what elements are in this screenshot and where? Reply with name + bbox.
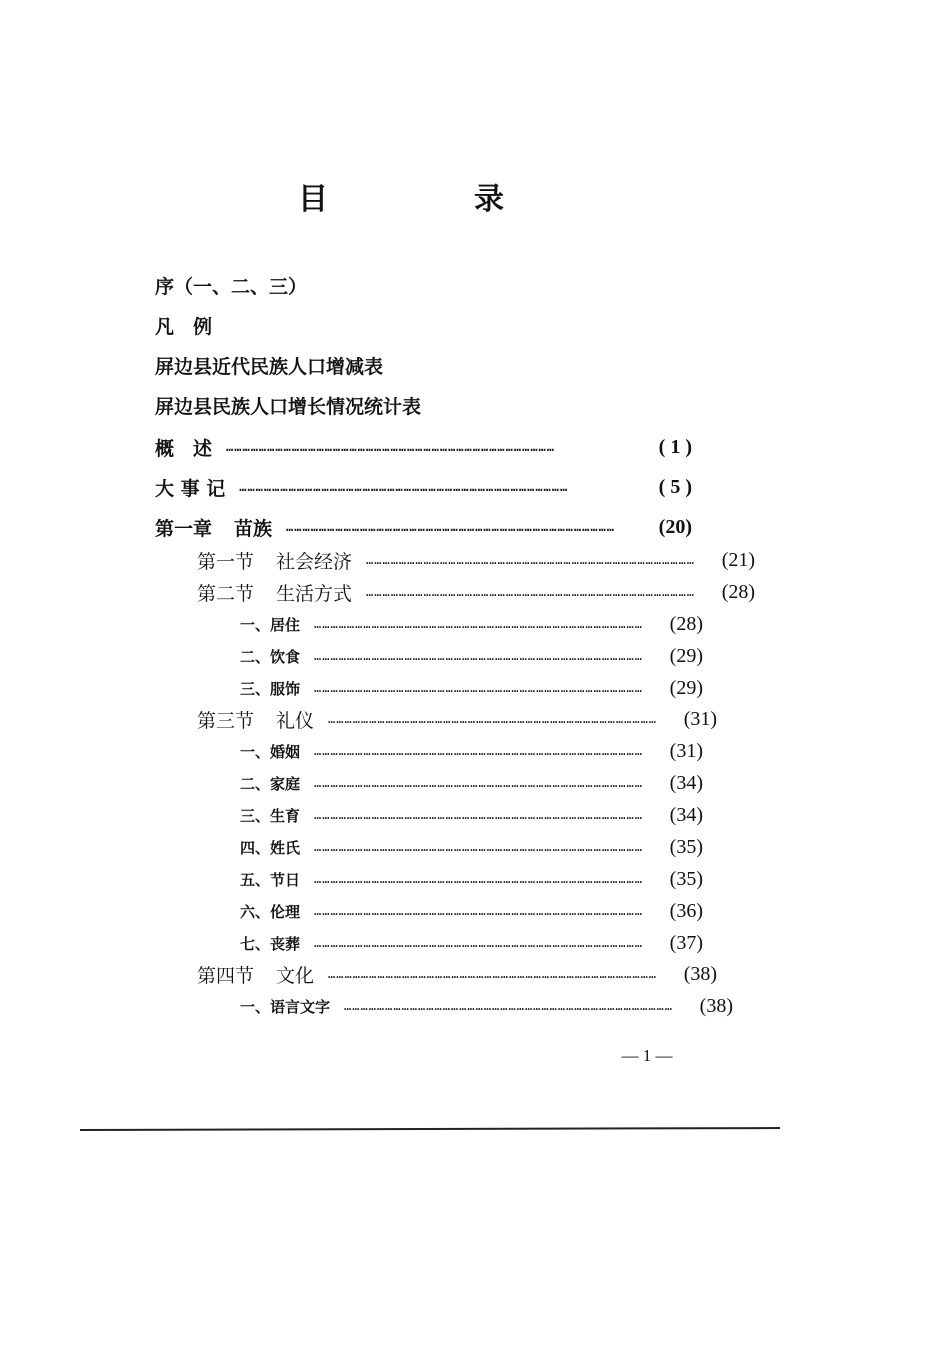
- dot-leader: …………………………………………………………………………………………………………: [366, 553, 696, 567]
- dot-leader: …………………………………………………………………………………………………………: [314, 936, 643, 950]
- dot-leader: …………………………………………………………………………………………………………: [286, 520, 616, 534]
- dot-leader: …………………………………………………………………………………………………………: [314, 776, 643, 790]
- chapter-number: 第一章: [155, 517, 213, 540]
- toc-subsection-marriage[interactable]: [240, 735, 703, 767]
- toc-page-number: (31): [683, 707, 718, 730]
- dot-leader: …………………………………………………………………………………………………………: [314, 681, 643, 695]
- toc-subsection-festivals[interactable]: [240, 863, 703, 895]
- toc-subsection-clothing[interactable]: [240, 672, 703, 704]
- toc-subsection-language[interactable]: [240, 990, 733, 1022]
- toc-page-number: (34): [669, 803, 703, 826]
- toc-page-number: (31): [669, 739, 703, 762]
- toc-entry-label: 大 事 记: [155, 477, 226, 500]
- toc-section-3[interactable]: [197, 703, 718, 735]
- toc-page-number: (29): [669, 644, 703, 667]
- chapter-title: 苗族: [234, 517, 273, 540]
- toc-page-number: (28): [669, 612, 703, 635]
- section-title: 社会经济: [276, 550, 353, 573]
- section-number: 第一节: [197, 550, 255, 573]
- toc-entry-label: 三、生育: [240, 806, 301, 825]
- dot-leader: …………………………………………………………………………………………………………: [239, 480, 569, 494]
- toc-page-number: ( 5 ): [658, 475, 692, 498]
- dot-leader: …………………………………………………………………………………………………………: [314, 744, 643, 758]
- toc-entry-overview[interactable]: [155, 431, 692, 463]
- dot-leader: …………………………………………………………………………………………………………: [314, 904, 643, 918]
- toc-chapter-1[interactable]: [155, 511, 692, 543]
- toc-population-change-table[interactable]: 屏边县近代民族人口增减表: [155, 356, 384, 378]
- dot-leader: …………………………………………………………………………………………………………: [314, 840, 643, 854]
- section-number: 第三节: [197, 709, 255, 732]
- toc-entry-label: 四、姓氏: [240, 838, 301, 857]
- toc-page-number: (35): [669, 835, 703, 858]
- toc-entry-label: 二、家庭: [240, 774, 301, 793]
- toc-entry-label: 三、服饰: [240, 679, 301, 698]
- dot-leader: …………………………………………………………………………………………………………: [344, 999, 673, 1013]
- dot-leader: …………………………………………………………………………………………………………: [314, 808, 643, 822]
- toc-entry-label: 一、语言文字: [240, 997, 331, 1016]
- toc-entry-chronicle[interactable]: [155, 471, 692, 503]
- section-number: 第二节: [197, 582, 255, 605]
- toc-section-2[interactable]: [197, 576, 756, 608]
- toc-guidelines[interactable]: 凡 例: [155, 316, 213, 338]
- toc-page-number: (20): [658, 515, 692, 538]
- toc-population-growth-table[interactable]: 屏边县民族人口增长情况统计表: [155, 396, 422, 418]
- dot-leader: …………………………………………………………………………………………………………: [314, 617, 643, 631]
- page-number: — 1 —: [621, 1046, 673, 1065]
- dot-leader: …………………………………………………………………………………………………………: [314, 872, 643, 886]
- section-title: 礼仪: [276, 709, 315, 732]
- toc-page-number: (21): [721, 548, 756, 571]
- toc-page-number: (37): [669, 931, 703, 954]
- toc-page-number: (36): [669, 899, 703, 922]
- toc-preface[interactable]: 序（一、二、三）: [155, 276, 308, 298]
- toc-subsection-family[interactable]: [240, 767, 703, 799]
- page-title: 目 录: [298, 182, 562, 217]
- toc-subsection-ethics[interactable]: [240, 895, 703, 927]
- toc-entry-label: 概 述: [155, 437, 213, 460]
- toc-entry-label: 二、饮食: [240, 647, 301, 666]
- bottom-rule: [80, 1127, 780, 1131]
- toc-page-number: (29): [669, 676, 703, 699]
- section-number: 第四节: [197, 964, 255, 987]
- dot-leader: …………………………………………………………………………………………………………: [328, 967, 658, 981]
- toc-entry-label: 六、伦理: [240, 902, 301, 921]
- toc-page-number: (38): [699, 994, 733, 1017]
- dot-leader: …………………………………………………………………………………………………………: [328, 712, 658, 726]
- toc-entry-label: 五、节日: [240, 870, 301, 889]
- section-title: 生活方式: [276, 582, 353, 605]
- toc-section-1[interactable]: [197, 544, 756, 576]
- toc-page-number: (35): [669, 867, 703, 890]
- toc-subsection-childbirth[interactable]: [240, 799, 703, 831]
- dot-leader: …………………………………………………………………………………………………………: [314, 649, 643, 663]
- toc-page-number: (28): [721, 580, 756, 603]
- toc-subsection-surnames[interactable]: [240, 831, 703, 863]
- section-title: 文化: [276, 964, 315, 987]
- toc-subsection-funerals[interactable]: [240, 927, 703, 959]
- toc-entry-label: 七、丧葬: [240, 934, 301, 953]
- dot-leader: …………………………………………………………………………………………………………: [366, 585, 696, 599]
- toc-entry-label: 一、居住: [240, 615, 301, 634]
- toc-page-number: (38): [683, 962, 718, 985]
- toc-subsection-diet[interactable]: [240, 640, 703, 672]
- toc-section-4[interactable]: [197, 958, 718, 990]
- toc-page-number: (34): [669, 771, 703, 794]
- toc-page-number: ( 1 ): [658, 435, 692, 458]
- toc-subsection-housing[interactable]: [240, 608, 703, 640]
- toc-entry-label: 一、婚姻: [240, 742, 301, 761]
- dot-leader: …………………………………………………………………………………………………………: [226, 440, 555, 454]
